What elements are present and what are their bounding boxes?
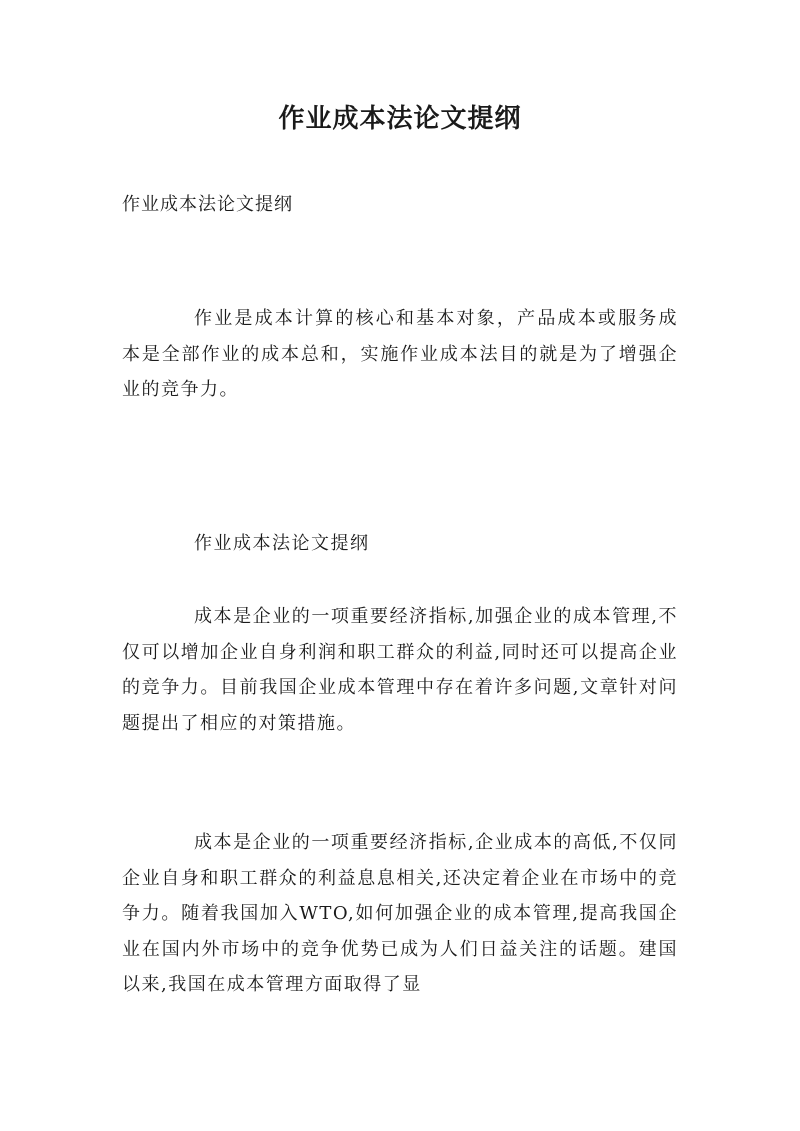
document-title: 作业成本法论文提纲 — [278, 104, 522, 134]
paragraph-4: 成本是企业的一项重要经济指标,企业成本的高低,不仅同企业自身和职工群众的利益息息相关,还决定着企业在市场中的竞争力。随着我国加入WTO,如何加强企业的成本管理,提高我国企业在国内外市场中的竞争优势已成为人们日益关注的话题。建国以来,我国在成本管理方面取得了显 — [122, 832, 678, 995]
paragraph-1: 作业是成本计算的核心和基本对象，产品成本或服务成本是全部作业的成本总和，实施作业成本法目的就是为了增强企业的竞争力。 — [122, 308, 678, 400]
document-subtitle: 作业成本法论文提纲 — [122, 194, 293, 215]
paragraph-3: 成本是企业的一项重要经济指标,加强企业的成本管理,不仅可以增加企业自身利润和职工群众的利益,同时还可以提高企业的竞争力。目前我国企业成本管理中存在着许多问题,文章针对问题提出了相应的对策措施。 — [122, 606, 678, 734]
paragraph-2: 作业成本法论文提纲 — [194, 533, 370, 554]
